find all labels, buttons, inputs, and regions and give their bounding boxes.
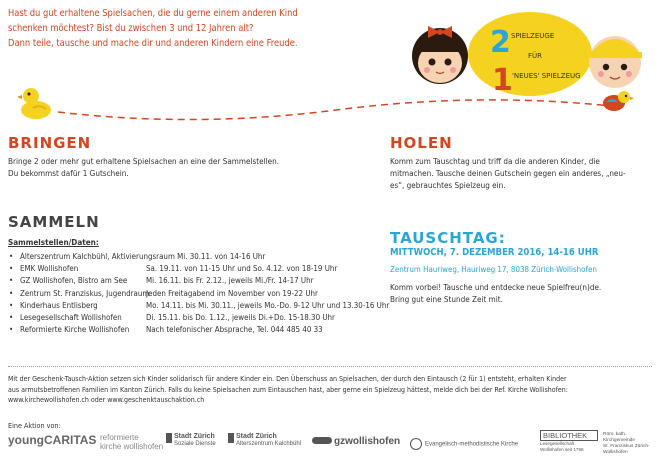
zurich-crest-icon: [166, 433, 172, 443]
sammelstellen-list: [8, 251, 390, 336]
bringen-heading: BRINGEN: [8, 134, 92, 152]
sammeln-heading: SAMMELN: [8, 213, 100, 231]
footer-divider: [8, 366, 652, 367]
tauschtag-line: Bring gut eine Stunde Zeit mit.: [390, 294, 503, 304]
tauschtag-text: [390, 281, 601, 305]
holen-text: [390, 155, 626, 191]
intro-text: [8, 6, 338, 51]
sponsor-bibliothek-logo: BIBLIOTHEK Lesegesellschaft Wollishofen seit 1798: [540, 430, 598, 452]
sponsor-emk-logo: Evangelisch-methodistische Kirche: [410, 438, 518, 460]
list-item: • Alterszentrum Kalchbühl, Aktivierungsraum Mi. 30.11. von 14-16 Uhr: [9, 252, 266, 261]
logo-line2: FÜR: [528, 52, 543, 60]
dashed-path-decoration: [56, 92, 616, 132]
emk-cross-icon: [410, 438, 422, 450]
holen-heading: HOLEN: [390, 134, 453, 152]
list-item: • Reformierte Kirche Wollishofen Nach telefonischer Absprache, Tel. 044 485 40 33: [9, 325, 323, 335]
tauschtag-heading: TAUSCHTAG:: [390, 229, 506, 247]
sponsors-label: Eine Aktion von:: [8, 421, 61, 430]
footer-line: aus armutsbetroffenen Familien im Kanton Zürich. Falls du keine Spielsachen zum Eintauschen hast, aber gerne ein Spielzeug hättest, melde dich bei der Ref. Kirche Wollishofen:: [8, 385, 568, 394]
bringen-line: Du bekommst dafür 1 Gutschein.: [8, 168, 129, 178]
list-item: • EMK Wollishofen Sa. 19.11. von 11-15 Uhr und So. 4.12. von 18-19 Uhr: [9, 264, 338, 274]
list-item: • Kinderhaus Entlisberg Mo. 14.11. bis Mi. 30.11., jeweils Mo.-Do. 9-12 Uhr und 13.30-16 Uhr: [9, 300, 390, 310]
list-item: • GZ Wollishofen, Bistro am See Mi. 16.11. bis Fr. 2.12., jeweils Mi./Fr. 14-17 Uhr: [9, 276, 314, 286]
bringen-line: Bringe 2 oder mehr gut erhaltene Spielsachen an eine der Sammelstellen.: [8, 156, 280, 166]
list-item: • Zentrum St. Franziskus, Jugendraum Jeden Freitagabend im November von 19-22 Uhr: [9, 288, 318, 298]
duck-icon: [16, 84, 54, 126]
sponsor-reformierte-kirche-logo: reformierte kirche wollishofen: [100, 433, 164, 451]
zurich-crest-icon: [228, 433, 234, 443]
intro-line: Hast du gut erhaltene Spielsachen, die du gerne einem anderen Kind: [8, 8, 298, 19]
intro-line: Dann teile, tausche und mache dir und anderen Kindern eine Freude.: [8, 38, 298, 49]
girl-face-icon: [412, 26, 468, 84]
holen-line: Komm zum Tauschtag und triff da die anderen Kinder, die: [390, 156, 600, 166]
tauschtag-line: Komm vorbei! Tausche und entdecke neue Spielfreu(n)de.: [390, 282, 602, 292]
sammelstellen-subheading: Sammelstellen/Daten:: [8, 237, 99, 247]
logo-line1: SPIELZEUGE: [511, 32, 555, 40]
list-item: • Lesegesellschaft Wollishofen Di. 15.11. bis Do. 1.12., jeweils Di.+Do. 15-18.30 Uhr: [9, 312, 335, 322]
footer-text: [8, 374, 653, 406]
logo-line3: 'NEUES' SPIELZEUG: [512, 72, 581, 80]
holen-line: es“, gebrauchtes Spielzeug ein.: [390, 180, 506, 190]
boy-face-icon: [588, 36, 642, 88]
intro-line: schenken möchtest? Bist du zwischen 3 und 12 Jahren alt?: [8, 23, 254, 34]
sponsor-youngcaritas-logo: youngCARITAS: [8, 433, 97, 447]
event-location: Zentrum Hauriweg, Hauriweg 17, 8038 Zürich-Wollishofen: [390, 265, 597, 274]
bringen-text: [8, 155, 279, 179]
logo-number-bottom: 1: [492, 63, 513, 98]
bird-icon: [600, 88, 634, 118]
sponsor-gz-wollishofen-logo: gzwollishofen: [312, 436, 400, 458]
sponsor-stadt-zuerich-sd-logo: Stadt Zürich Soziale Dienste: [166, 433, 216, 455]
footer-line: Mit der Geschenk-Tausch-Aktion setzen sich Kinder solidarisch für andere Kinder ein. Den Überschuss an Spielsachen, der durch den Eintausch (2 für 1) entsteht, erhalten Kinder: [8, 375, 567, 383]
sponsor-stadt-zuerich-az-logo: Stadt Zürich Alterszentrum Kalchbühl: [228, 433, 301, 455]
holen-line: mitmachen. Tausche deinen Gutschein gegen ein anderes, „neu-: [390, 168, 626, 178]
logo-number-top: 2: [490, 25, 511, 60]
gz-wave-icon: [312, 437, 332, 444]
event-date: MITTWOCH, 7. DEZEMBER 2016, 14-16 UHR: [390, 247, 599, 258]
sponsor-st-franziskus-logo: Röm. kath. Kirchgemeinde St. Franziskus Zürich-Wollishofen: [603, 432, 650, 455]
footer-link-line[interactable]: www.kirchewollishofen.ch oder www.geschenktauschaktion.ch: [8, 396, 205, 404]
